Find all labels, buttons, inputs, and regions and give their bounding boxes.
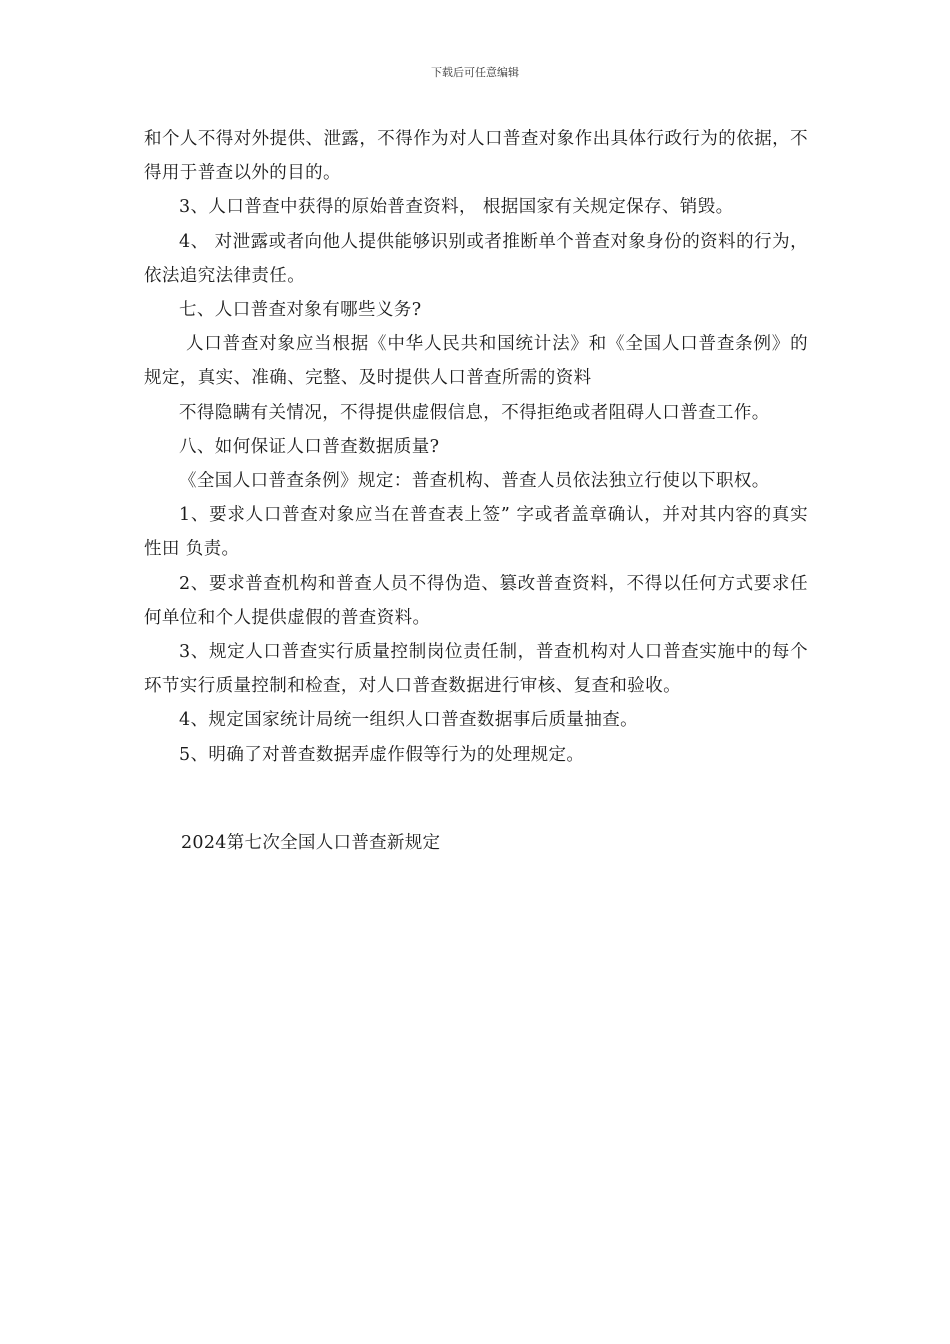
paragraph-power-3: 3、规定人口普查实行质量控制岗位责任制，普查机构对人口普查实施中的每个环节实行质量控制和检查，对人口普查数据进行审核、复查和验收。 [144, 642, 808, 697]
paragraph-power-1: 1、要求人口普查对象应当在普查表上签” 字或者盖章确认，并对其内容的真实性田 负责。 [144, 505, 808, 560]
document-body [144, 122, 808, 772]
paragraph-power-4: 4、规定国家统计局统一组织人口普查数据事后质量抽查。 [179, 710, 639, 731]
paragraph-power-2: 2、要求普查机构和普查人员不得伪造、篡改普查资料，不得以任何方式要求任何单位和个人提供虚假的普查资料。 [144, 573, 808, 628]
paragraph-item-4: 4、 对泄露或者向他人提供能够识别或者推断单个普查对象身份的资料的行为，依法追究法律责任。 [144, 231, 808, 286]
paragraph-obligation: 人口普查对象应当根据《中华人民共和国统计法》和《全国人口普查条例》的规定，真实、准确、完整、及时提供人口普查所需的资料 [144, 334, 808, 389]
paragraph-power-5: 5、明确了对普查数据弄虚作假等行为的处理规定。 [179, 744, 585, 765]
paragraph-item-3: 3、人口普查中获得的原始普查资料， 根据国家有关规定保存、销毁。 [179, 197, 734, 218]
paragraph-continuation: 和个人不得对外提供、泄露，不得作为对人口普查对象作出具体行政行为的依据，不得用于普查以外的目的。 [144, 129, 808, 184]
paragraph-obligation-cont: 不得隐瞒有关情况，不得提供虚假信息，不得拒绝或者阻碍人口普查工作。 [179, 402, 770, 423]
section-heading-7: 七、人口普查对象有哪些义务? [179, 300, 422, 321]
document-footer-title: 2024第七次全国人口普查新规定 [181, 833, 441, 853]
section-heading-8: 八、如何保证人口普查数据质量? [179, 436, 440, 457]
page-header-note: 下载后可任意编辑 [431, 66, 519, 79]
paragraph-regulation: 《全国人口普查条例》规定：普查机构、普查人员依法独立行使以下职权。 [179, 471, 770, 492]
